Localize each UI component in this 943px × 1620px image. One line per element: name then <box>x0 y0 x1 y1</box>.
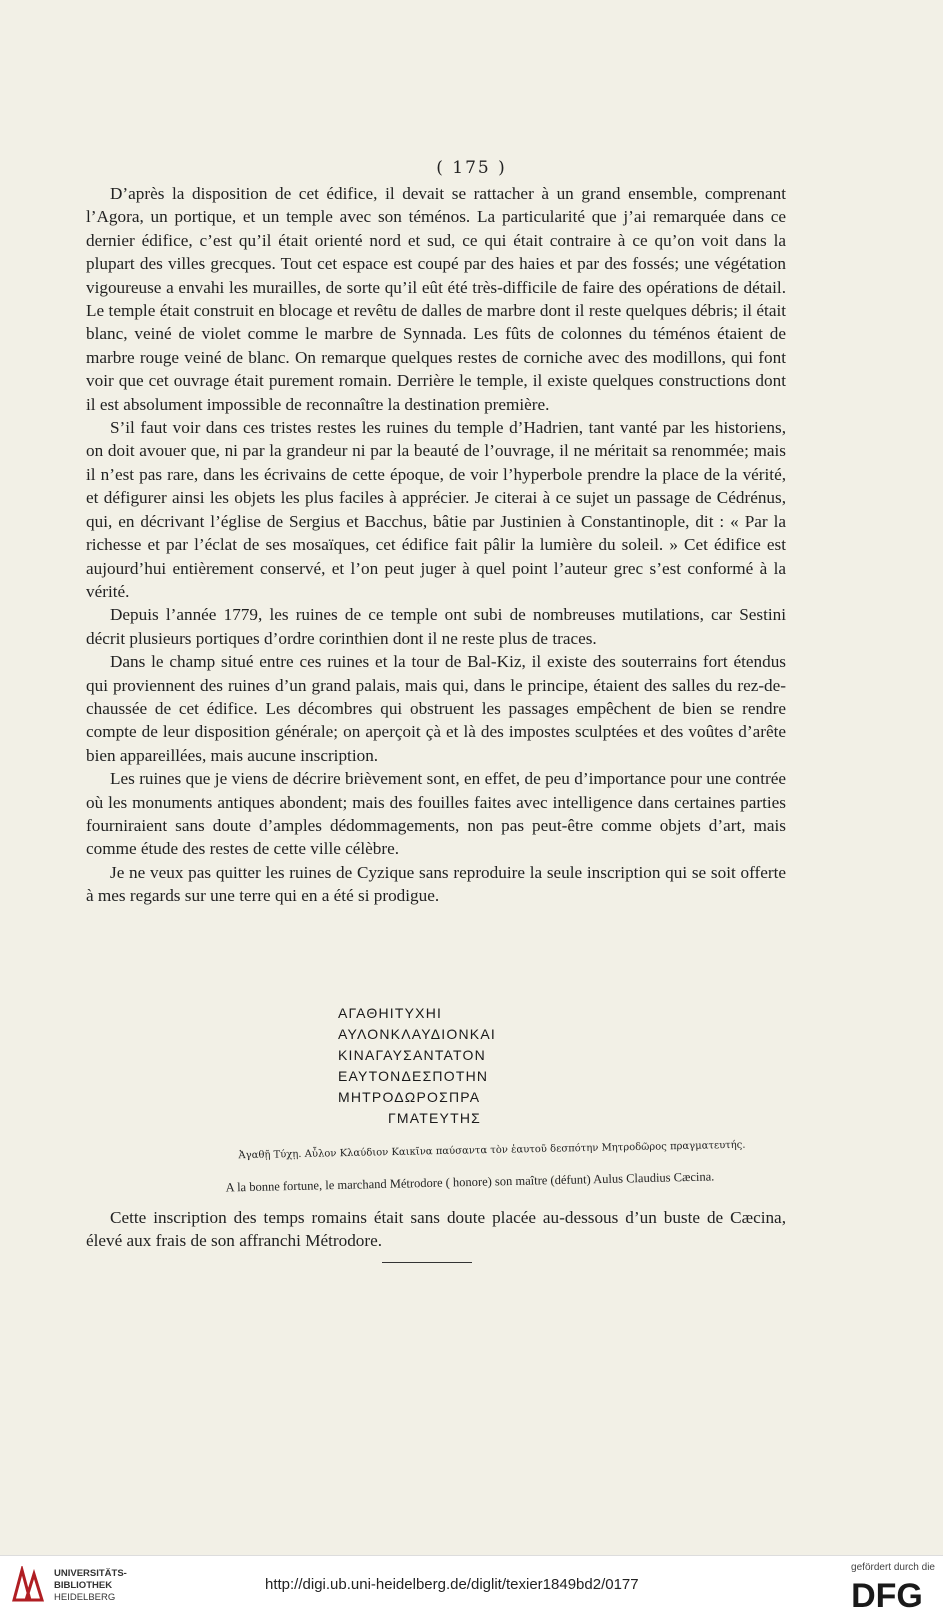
inscription-line: ΓΜΑΤΕΥΤΗΣ <box>388 1110 482 1126</box>
library-line: HEIDELBERG <box>54 1592 116 1603</box>
paragraph-orientation: D’après la disposition de cet édifice, il devait se rattacher à un grand ensemble, comprenant l’Agora, un portique, et un temple avec son téménos. La particularité que j’ai remarquée dans ce dernier édifice, c’est qu’il était orienté nord et sud, ce qui était contraire à ce qu’on voit dans la plupart des villes grecques. Tout cet espace est coupé par des haies et par des fossés; une végétation vigoureuse a envahi les murailles, de sorte qu’il eût été très-difficile de faire des opérations de détail. Le temple était construit en blocage et revêtu de dalles de marbre dont il reste quelques débris; il était blanc, veiné de violet comme le marbre de Synnada. Les fûts de colonnes du téménos étaient de marbre rouge veiné de blanc. On remarque quelques restes de corniche avec des modillons, qui font voir que cet ouvrage était purement romain. Derrière le temple, il existe quelques constructions dont il est absolument impossible de reconnaître la destination première. <box>86 184 786 414</box>
library-name[interactable] <box>54 1568 127 1604</box>
paragraph-mutilations: Depuis l’année 1779, les ruines de ce temple ont subi de nombreuses mutilations, car Sestini décrit plusieurs portiques d’ordre corinthien dont il ne reste plus de traces. <box>86 605 786 648</box>
body-text <box>86 182 786 908</box>
paragraph-hadrian: S’il faut voir dans ces tristes restes les ruines du temple d’Hadrien, tant vanté par les historiens, on doit avouer que, ni par la grandeur ni par la beauté de l’ouvrage, il ne méritait sa renommée; mais il n’est pas rare, dans les écrivains de cette époque, de voir l’hyperbole prendre la place de la vérité, et défigurer ainsi les objets les plus faciles à apprécier. Je citerai à ce sujet un passage de Cédrénus, qui, en décrivant l’église de Sergius et Bacchus, bâtie par Justinien à Constantinople, dit : « Par la richesse et par l’éclat de ses mosaïques, cet édifice fait pâlir la lumière du soleil. » Cet édifice est aujourd’hui entièrement conservé, et l’on peut juger à quel point l’auteur grec s’est conformé à la vérité. <box>86 418 786 601</box>
greek-inscription <box>338 1003 618 1129</box>
inscription-line: ΚΙΝΑΓΑΥΣΑΝΤΑΤΟΝ <box>338 1047 486 1063</box>
inscription-line: ΑΓΑΘΗΙΤΥΧΗΙ <box>338 1005 443 1021</box>
paragraph-importance: Les ruines que je viens de décrire brièvement sont, en effet, de peu d’importance pour une contrée où les monuments antiques abondent; mais des fouilles faites avec intelligence dans certaines parties fourniraient sans doute d’amples dédommagements, non pas peut-être comme objets d’art, mais comme étude des restes de cette ville célèbre. <box>86 769 786 859</box>
inscription-line: ΑΥΛΟΝΚΛΑΥΔΙΟΝΚΑΙ <box>338 1026 496 1042</box>
dfg-logo-icon[interactable] <box>839 1576 935 1612</box>
french-translation: A la bonne fortune, le marchand Métrodore ( honore) son maître (défunt) Aulus Claudius Cæcina. <box>225 1169 715 1195</box>
funded-by-label: gefördert durch die <box>851 1562 935 1573</box>
library-line: UNIVERSITÄTS- <box>54 1568 127 1579</box>
library-logo-icon[interactable] <box>10 1566 48 1604</box>
paragraph-inscription-intro: Je ne veux pas quitter les ruines de Cyzique sans reproduire la seule inscription qui se soit offerte à mes regards sur une terre qui en a été si prodigue. <box>86 862 786 906</box>
closing-text <box>86 1206 786 1253</box>
dfg-logo-text: DFG <box>851 1577 923 1612</box>
inscription-line: ΕΑΥΤΟΝΔΕΣΠΟΤΗΝ <box>338 1068 489 1084</box>
paragraph-closing: Cette inscription des temps romains était sans doute placée au-dessous d’un buste de Cæcina, élevé aux frais de son affranchi Métrodore. <box>86 1208 786 1251</box>
greek-transliteration: Ἀγαθῇ Τύχῃ. Αὖλον Κλαύδιον Καικῖνα παύσαντα τὸν ἑαυτοῦ δεσπότην Μητροδῶρος πραγματευτής. <box>238 1139 746 1162</box>
inscription-line: ΜΗΤΡΟΔΩΡΟΣΠΡΑ <box>338 1089 481 1105</box>
library-line: BIBLIOTHEK <box>54 1580 113 1591</box>
footer-bar <box>0 1555 943 1620</box>
page-number: ( 175 ) <box>436 158 507 178</box>
paragraph-souterrains: Dans le champ situé entre ces ruines et la tour de Bal-Kiz, il existe des souterrains fort étendus qui proviennent des ruines d’un grand palais, mais qui, dans le principe, étaient des salles du rez-de-chaussée de cet édifice. Les décombres qui obstruent les passages empêchent de bien se rendre compte de leur disposition générale; on aperçoit çà et là des impostes sculptées et des voûtes d’arête bien appareillées, mais aucune inscription. <box>86 652 786 765</box>
end-rule <box>382 1262 472 1263</box>
permalink-url[interactable]: http://digi.ub.uni-heidelberg.de/diglit/texier1849bd2/0177 <box>265 1576 639 1593</box>
